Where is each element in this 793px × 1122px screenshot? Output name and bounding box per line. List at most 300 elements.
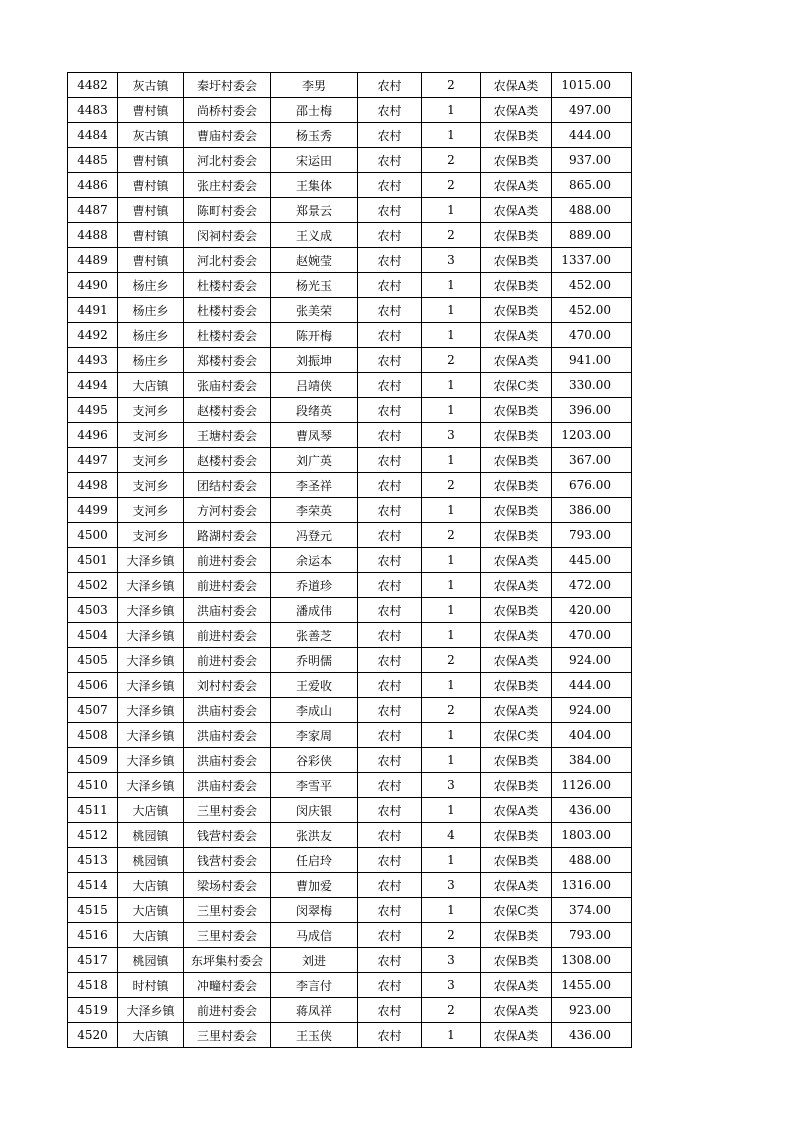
village-committee-cell: 杜楼村委会 [184, 323, 271, 348]
table-row [68, 123, 632, 148]
table-row [68, 923, 632, 948]
serial-number-cell: 4512 [68, 823, 118, 848]
insurance-category-cell: 农保C类 [481, 723, 552, 748]
area-type-cell: 农村 [358, 648, 422, 673]
town-cell: 支河乡 [118, 523, 184, 548]
amount-cell: 436.00 [552, 798, 632, 823]
serial-number-cell: 4499 [68, 498, 118, 523]
table-row [68, 473, 632, 498]
village-committee-cell: 前进村委会 [184, 548, 271, 573]
person-name-cell: 张善芝 [271, 623, 358, 648]
village-committee-cell: 前进村委会 [184, 998, 271, 1023]
amount-cell: 470.00 [552, 323, 632, 348]
village-committee-cell: 赵楼村委会 [184, 448, 271, 473]
village-committee-cell: 三里村委会 [184, 923, 271, 948]
insurance-category-cell: 农保A类 [481, 573, 552, 598]
amount-cell: 497.00 [552, 98, 632, 123]
person-name-cell: 李男 [271, 73, 358, 98]
amount-cell: 367.00 [552, 448, 632, 473]
person-name-cell: 王集体 [271, 173, 358, 198]
town-cell: 大泽乡镇 [118, 623, 184, 648]
person-name-cell: 曹凤琴 [271, 423, 358, 448]
village-committee-cell: 路湖村委会 [184, 523, 271, 548]
insurance-category-cell: 农保B类 [481, 148, 552, 173]
person-name-cell: 陈开梅 [271, 323, 358, 348]
person-name-cell: 任启玲 [271, 848, 358, 873]
table-row [68, 673, 632, 698]
town-cell: 曹村镇 [118, 173, 184, 198]
village-committee-cell: 刘村村委会 [184, 673, 271, 698]
serial-number-cell: 4520 [68, 1023, 118, 1048]
serial-number-cell: 4484 [68, 123, 118, 148]
insurance-category-cell: 农保B类 [481, 748, 552, 773]
area-type-cell: 农村 [358, 498, 422, 523]
table-row [68, 698, 632, 723]
person-name-cell: 郑景云 [271, 198, 358, 223]
table-row [68, 498, 632, 523]
amount-cell: 488.00 [552, 198, 632, 223]
household-count-cell: 1 [422, 123, 481, 148]
town-cell: 桃园镇 [118, 848, 184, 873]
village-committee-cell: 曹庙村委会 [184, 123, 271, 148]
person-name-cell: 王玉侠 [271, 1023, 358, 1048]
table-row [68, 573, 632, 598]
amount-cell: 374.00 [552, 898, 632, 923]
amount-cell: 452.00 [552, 298, 632, 323]
village-committee-cell: 东坪集村委会 [184, 948, 271, 973]
person-name-cell: 刘进 [271, 948, 358, 973]
household-count-cell: 1 [422, 623, 481, 648]
person-name-cell: 冯登元 [271, 523, 358, 548]
household-count-cell: 2 [422, 523, 481, 548]
area-type-cell: 农村 [358, 373, 422, 398]
amount-cell: 488.00 [552, 848, 632, 873]
amount-cell: 1126.00 [552, 773, 632, 798]
serial-number-cell: 4483 [68, 98, 118, 123]
village-committee-cell: 洪庙村委会 [184, 698, 271, 723]
insurance-category-cell: 农保C类 [481, 373, 552, 398]
area-type-cell: 农村 [358, 423, 422, 448]
person-name-cell: 刘广英 [271, 448, 358, 473]
insurance-category-cell: 农保B类 [481, 223, 552, 248]
amount-cell: 1337.00 [552, 248, 632, 273]
insurance-category-cell: 农保B类 [481, 773, 552, 798]
person-name-cell: 潘成伟 [271, 598, 358, 623]
amount-cell: 676.00 [552, 473, 632, 498]
table-body [68, 73, 632, 1048]
person-name-cell: 张洪友 [271, 823, 358, 848]
town-cell: 桃园镇 [118, 948, 184, 973]
person-name-cell: 王爱收 [271, 673, 358, 698]
town-cell: 灰古镇 [118, 123, 184, 148]
person-name-cell: 蒋凤祥 [271, 998, 358, 1023]
table-row [68, 623, 632, 648]
town-cell: 大泽乡镇 [118, 598, 184, 623]
area-type-cell: 农村 [358, 1023, 422, 1048]
table-row [68, 98, 632, 123]
insurance-category-cell: 农保A类 [481, 798, 552, 823]
village-committee-cell: 杜楼村委会 [184, 298, 271, 323]
village-committee-cell: 闵祠村委会 [184, 223, 271, 248]
household-count-cell: 1 [422, 548, 481, 573]
person-name-cell: 李雪平 [271, 773, 358, 798]
amount-cell: 436.00 [552, 1023, 632, 1048]
amount-cell: 452.00 [552, 273, 632, 298]
village-committee-cell: 张庙村委会 [184, 373, 271, 398]
amount-cell: 445.00 [552, 548, 632, 573]
person-name-cell: 赵婉莹 [271, 248, 358, 273]
insurance-category-cell: 农保B类 [481, 423, 552, 448]
area-type-cell: 农村 [358, 573, 422, 598]
table-row [68, 398, 632, 423]
area-type-cell: 农村 [358, 548, 422, 573]
table-row [68, 773, 632, 798]
serial-number-cell: 4508 [68, 723, 118, 748]
serial-number-cell: 4485 [68, 148, 118, 173]
person-name-cell: 闵翠梅 [271, 898, 358, 923]
area-type-cell: 农村 [358, 123, 422, 148]
village-committee-cell: 前进村委会 [184, 623, 271, 648]
person-name-cell: 张美荣 [271, 298, 358, 323]
household-count-cell: 1 [422, 323, 481, 348]
insurance-category-cell: 农保A类 [481, 873, 552, 898]
insurance-category-cell: 农保B类 [481, 523, 552, 548]
serial-number-cell: 4482 [68, 73, 118, 98]
area-type-cell: 农村 [358, 523, 422, 548]
area-type-cell: 农村 [358, 873, 422, 898]
person-name-cell: 余运本 [271, 548, 358, 573]
area-type-cell: 农村 [358, 173, 422, 198]
insurance-category-cell: 农保B类 [481, 298, 552, 323]
town-cell: 时村镇 [118, 973, 184, 998]
village-committee-cell: 团结村委会 [184, 473, 271, 498]
amount-cell: 330.00 [552, 373, 632, 398]
village-committee-cell: 洪庙村委会 [184, 598, 271, 623]
household-count-cell: 2 [422, 698, 481, 723]
area-type-cell: 农村 [358, 348, 422, 373]
amount-cell: 396.00 [552, 398, 632, 423]
table-row [68, 723, 632, 748]
town-cell: 大店镇 [118, 798, 184, 823]
household-count-cell: 1 [422, 98, 481, 123]
town-cell: 大泽乡镇 [118, 573, 184, 598]
household-count-cell: 2 [422, 223, 481, 248]
serial-number-cell: 4497 [68, 448, 118, 473]
table-row [68, 323, 632, 348]
area-type-cell: 农村 [358, 98, 422, 123]
town-cell: 大店镇 [118, 873, 184, 898]
household-count-cell: 3 [422, 973, 481, 998]
household-count-cell: 2 [422, 998, 481, 1023]
household-count-cell: 1 [422, 598, 481, 623]
village-committee-cell: 尚桥村委会 [184, 98, 271, 123]
town-cell: 支河乡 [118, 448, 184, 473]
serial-number-cell: 4494 [68, 373, 118, 398]
town-cell: 大店镇 [118, 1023, 184, 1048]
serial-number-cell: 4517 [68, 948, 118, 973]
area-type-cell: 农村 [358, 773, 422, 798]
town-cell: 大泽乡镇 [118, 548, 184, 573]
table-row [68, 223, 632, 248]
serial-number-cell: 4496 [68, 423, 118, 448]
insurance-category-cell: 农保B类 [481, 398, 552, 423]
serial-number-cell: 4510 [68, 773, 118, 798]
person-name-cell: 宋运田 [271, 148, 358, 173]
village-committee-cell: 河北村委会 [184, 248, 271, 273]
household-count-cell: 2 [422, 923, 481, 948]
serial-number-cell: 4509 [68, 748, 118, 773]
person-name-cell: 吕靖侠 [271, 373, 358, 398]
area-type-cell: 农村 [358, 598, 422, 623]
amount-cell: 384.00 [552, 748, 632, 773]
amount-cell: 937.00 [552, 148, 632, 173]
insurance-category-cell: 农保B类 [481, 923, 552, 948]
insurance-category-cell: 农保A类 [481, 323, 552, 348]
town-cell: 桃园镇 [118, 823, 184, 848]
insurance-category-cell: 农保B类 [481, 473, 552, 498]
household-count-cell: 1 [422, 498, 481, 523]
village-committee-cell: 秦圩村委会 [184, 73, 271, 98]
area-type-cell: 农村 [358, 298, 422, 323]
person-name-cell: 曹加爱 [271, 873, 358, 898]
insurance-category-cell: 农保B类 [481, 848, 552, 873]
household-count-cell: 1 [422, 748, 481, 773]
household-count-cell: 1 [422, 573, 481, 598]
area-type-cell: 农村 [358, 723, 422, 748]
serial-number-cell: 4498 [68, 473, 118, 498]
table-row [68, 548, 632, 573]
town-cell: 灰古镇 [118, 73, 184, 98]
table-row [68, 373, 632, 398]
table-row [68, 423, 632, 448]
amount-cell: 470.00 [552, 623, 632, 648]
table-row [68, 273, 632, 298]
table-row [68, 898, 632, 923]
household-count-cell: 2 [422, 648, 481, 673]
amount-cell: 923.00 [552, 998, 632, 1023]
household-count-cell: 3 [422, 773, 481, 798]
serial-number-cell: 4489 [68, 248, 118, 273]
table-row [68, 973, 632, 998]
person-name-cell: 邵士梅 [271, 98, 358, 123]
serial-number-cell: 4507 [68, 698, 118, 723]
serial-number-cell: 4516 [68, 923, 118, 948]
area-type-cell: 农村 [358, 698, 422, 723]
village-committee-cell: 钱营村委会 [184, 848, 271, 873]
serial-number-cell: 4495 [68, 398, 118, 423]
person-name-cell: 乔明儒 [271, 648, 358, 673]
person-name-cell: 段绪英 [271, 398, 358, 423]
table-row [68, 948, 632, 973]
household-count-cell: 3 [422, 873, 481, 898]
table-row [68, 148, 632, 173]
town-cell: 杨庄乡 [118, 273, 184, 298]
person-name-cell: 李成山 [271, 698, 358, 723]
serial-number-cell: 4488 [68, 223, 118, 248]
serial-number-cell: 4515 [68, 898, 118, 923]
area-type-cell: 农村 [358, 73, 422, 98]
amount-cell: 444.00 [552, 123, 632, 148]
village-committee-cell: 洪庙村委会 [184, 773, 271, 798]
person-name-cell: 李家周 [271, 723, 358, 748]
area-type-cell: 农村 [358, 273, 422, 298]
household-count-cell: 1 [422, 798, 481, 823]
table-row [68, 448, 632, 473]
area-type-cell: 农村 [358, 248, 422, 273]
household-count-cell: 2 [422, 73, 481, 98]
area-type-cell: 农村 [358, 798, 422, 823]
town-cell: 大泽乡镇 [118, 648, 184, 673]
area-type-cell: 农村 [358, 923, 422, 948]
village-committee-cell: 钱营村委会 [184, 823, 271, 848]
amount-cell: 420.00 [552, 598, 632, 623]
household-count-cell: 1 [422, 448, 481, 473]
person-name-cell: 杨玉秀 [271, 123, 358, 148]
table-row [68, 523, 632, 548]
village-committee-cell: 洪庙村委会 [184, 748, 271, 773]
village-committee-cell: 赵楼村委会 [184, 398, 271, 423]
town-cell: 支河乡 [118, 473, 184, 498]
amount-cell: 472.00 [552, 573, 632, 598]
insurance-category-cell: 农保A类 [481, 198, 552, 223]
village-committee-cell: 前进村委会 [184, 648, 271, 673]
village-committee-cell: 冲疃村委会 [184, 973, 271, 998]
household-count-cell: 1 [422, 198, 481, 223]
household-count-cell: 4 [422, 823, 481, 848]
village-committee-cell: 王塘村委会 [184, 423, 271, 448]
town-cell: 大店镇 [118, 373, 184, 398]
town-cell: 杨庄乡 [118, 348, 184, 373]
area-type-cell: 农村 [358, 623, 422, 648]
area-type-cell: 农村 [358, 148, 422, 173]
serial-number-cell: 4506 [68, 673, 118, 698]
serial-number-cell: 4501 [68, 548, 118, 573]
insurance-category-cell: 农保A类 [481, 1023, 552, 1048]
serial-number-cell: 4518 [68, 973, 118, 998]
town-cell: 曹村镇 [118, 148, 184, 173]
household-count-cell: 2 [422, 148, 481, 173]
area-type-cell: 农村 [358, 398, 422, 423]
person-name-cell: 杨光玉 [271, 273, 358, 298]
table-row [68, 1023, 632, 1048]
amount-cell: 404.00 [552, 723, 632, 748]
insurance-category-cell: 农保A类 [481, 348, 552, 373]
household-count-cell: 1 [422, 848, 481, 873]
village-committee-cell: 前进村委会 [184, 573, 271, 598]
household-count-cell: 1 [422, 373, 481, 398]
town-cell: 大店镇 [118, 898, 184, 923]
table-row [68, 998, 632, 1023]
serial-number-cell: 4500 [68, 523, 118, 548]
village-committee-cell: 方河村委会 [184, 498, 271, 523]
area-type-cell: 农村 [358, 898, 422, 923]
insurance-category-cell: 农保B类 [481, 673, 552, 698]
amount-cell: 1015.00 [552, 73, 632, 98]
insurance-category-cell: 农保B类 [481, 498, 552, 523]
village-committee-cell: 张庄村委会 [184, 173, 271, 198]
amount-cell: 924.00 [552, 648, 632, 673]
village-committee-cell: 洪庙村委会 [184, 723, 271, 748]
town-cell: 曹村镇 [118, 248, 184, 273]
amount-cell: 1455.00 [552, 973, 632, 998]
serial-number-cell: 4519 [68, 998, 118, 1023]
area-type-cell: 农村 [358, 673, 422, 698]
household-count-cell: 1 [422, 273, 481, 298]
village-committee-cell: 陈町村委会 [184, 198, 271, 223]
town-cell: 大泽乡镇 [118, 723, 184, 748]
insurance-category-cell: 农保A类 [481, 698, 552, 723]
insurance-category-cell: 农保A类 [481, 548, 552, 573]
serial-number-cell: 4487 [68, 198, 118, 223]
household-count-cell: 1 [422, 298, 481, 323]
insurance-category-cell: 农保A类 [481, 973, 552, 998]
town-cell: 大店镇 [118, 923, 184, 948]
insurance-category-cell: 农保A类 [481, 173, 552, 198]
town-cell: 杨庄乡 [118, 298, 184, 323]
person-name-cell: 王义成 [271, 223, 358, 248]
area-type-cell: 农村 [358, 998, 422, 1023]
table-row [68, 873, 632, 898]
person-name-cell: 李圣祥 [271, 473, 358, 498]
person-name-cell: 李荣英 [271, 498, 358, 523]
village-committee-cell: 三里村委会 [184, 798, 271, 823]
amount-cell: 1803.00 [552, 823, 632, 848]
insurance-category-cell: 农保A类 [481, 98, 552, 123]
town-cell: 支河乡 [118, 423, 184, 448]
amount-cell: 1308.00 [552, 948, 632, 973]
amount-cell: 793.00 [552, 923, 632, 948]
village-committee-cell: 三里村委会 [184, 1023, 271, 1048]
town-cell: 曹村镇 [118, 98, 184, 123]
serial-number-cell: 4493 [68, 348, 118, 373]
village-committee-cell: 梁场村委会 [184, 873, 271, 898]
amount-cell: 444.00 [552, 673, 632, 698]
amount-cell: 889.00 [552, 223, 632, 248]
table-row [68, 648, 632, 673]
serial-number-cell: 4511 [68, 798, 118, 823]
person-name-cell: 李言付 [271, 973, 358, 998]
person-name-cell: 闵庆银 [271, 798, 358, 823]
household-count-cell: 1 [422, 898, 481, 923]
area-type-cell: 农村 [358, 198, 422, 223]
serial-number-cell: 4490 [68, 273, 118, 298]
area-type-cell: 农村 [358, 948, 422, 973]
serial-number-cell: 4492 [68, 323, 118, 348]
household-count-cell: 1 [422, 673, 481, 698]
household-count-cell: 2 [422, 348, 481, 373]
area-type-cell: 农村 [358, 823, 422, 848]
insurance-category-cell: 农保B类 [481, 598, 552, 623]
town-cell: 支河乡 [118, 498, 184, 523]
town-cell: 大泽乡镇 [118, 673, 184, 698]
town-cell: 曹村镇 [118, 198, 184, 223]
area-type-cell: 农村 [358, 848, 422, 873]
insurance-category-cell: 农保C类 [481, 898, 552, 923]
village-committee-cell: 杜楼村委会 [184, 273, 271, 298]
village-committee-cell: 河北村委会 [184, 148, 271, 173]
area-type-cell: 农村 [358, 323, 422, 348]
area-type-cell: 农村 [358, 448, 422, 473]
household-count-cell: 3 [422, 948, 481, 973]
household-count-cell: 2 [422, 473, 481, 498]
serial-number-cell: 4514 [68, 873, 118, 898]
serial-number-cell: 4486 [68, 173, 118, 198]
serial-number-cell: 4491 [68, 298, 118, 323]
household-count-cell: 1 [422, 723, 481, 748]
amount-cell: 386.00 [552, 498, 632, 523]
village-committee-cell: 郑楼村委会 [184, 348, 271, 373]
household-count-cell: 1 [422, 398, 481, 423]
